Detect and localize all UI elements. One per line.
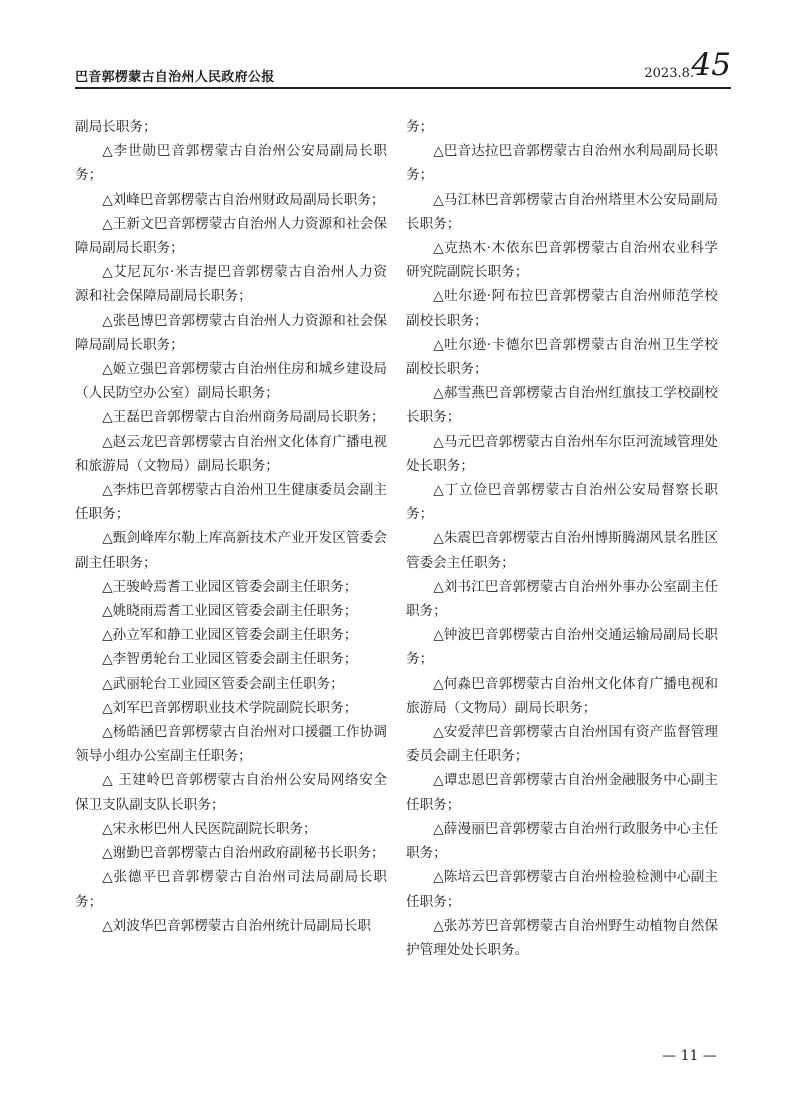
appointment-entry: △宋永彬巴州人民医院副院长职务； [102, 820, 317, 837]
appointment-entry: △丁立俭巴音郭楞蒙古自治州公安局督察长职务； [406, 482, 718, 523]
left-column [75, 115, 387, 938]
issue-date: 2023.8. [644, 66, 694, 81]
appointment-entry: △王新文巴音郭楞蒙古自治州人力资源和社会保障局副局长职务； [75, 215, 387, 257]
appointment-entry: △甄剑峰库尔勒上库高新技术产业开发区管委会副主任职务； [75, 530, 387, 571]
appointment-entry: △何淼巴音郭楞蒙古自治州文化体育广播电视和旅游局（文物局）副局长职务； [406, 675, 718, 716]
appointment-entry: △王磊巴音郭楞蒙古自治州商务局副局长职务； [102, 409, 385, 426]
appointment-entry: △马江林巴音郭楞蒙古自治州塔里木公安局副局长职务； [406, 191, 718, 232]
appointment-entry: △谭忠恩巴音郭楞蒙古自治州金融服务中心副主任职务； [406, 772, 718, 813]
appointment-entry: △姬立强巴音郭楞蒙古自治州住房和城乡建设局（人民防空办公室）副局长职务； [75, 361, 387, 402]
appointment-entry: △李炜巴音郭楞蒙古自治州卫生健康委员会副主任职务； [75, 482, 387, 523]
appointment-entry: △朱震巴音郭楞蒙古自治州博斯腾湖风景名胜区管委会主任职务； [406, 530, 718, 571]
appointment-entry: △张苏芳巴音郭楞蒙古自治州野生动植物自然保护管理处处长职务。 [406, 917, 718, 958]
appointment-entry: 务； [406, 119, 434, 135]
appointment-entry: △刘书江巴音郭楞蒙古自治州外事办公室副主任职务； [406, 578, 718, 620]
issue-number: 45 [691, 47, 731, 83]
appointment-entry: △杨皓涵巴音郭楞蒙古自治州对口援疆工作协调领导小组办公室副主任职务； [75, 724, 387, 765]
appointment-entry: △ 王建岭巴音郭楞蒙古自治州公安局网络安全保卫支队副支队长职务； [75, 772, 387, 813]
appointment-entry: △张邑博巴音郭楞蒙古自治州人力资源和社会保障局副局长职务； [75, 312, 387, 353]
appointment-entry: △刘军巴音郭楞职业技术学院副院长职务； [102, 699, 358, 716]
appointment-entry: △吐尔逊·阿布拉巴音郭楞蒙古自治州师范学校副校长职务； [406, 288, 718, 329]
appointment-entry: △王骏岭焉耆工业园区管委会副主任职务； [102, 578, 358, 595]
appointment-entry: △刘波华巴音郭楞蒙古自治州统计局副局长职 [102, 917, 371, 934]
header-divider [75, 87, 731, 89]
appointment-entry: △孙立军和静工业园区管委会副主任职务； [102, 627, 358, 644]
appointment-entry: △姚晓雨焉耆工业园区管委会副主任职务； [102, 603, 358, 620]
appointment-entry: △马元巴音郭楞蒙古自治州车尔臣河流域管理处处长职务； [406, 433, 718, 474]
appointment-entry: 副局长职务； [75, 119, 157, 135]
appointment-entry: △钟波巴音郭楞蒙古自治州交通运输局副局长职务； [406, 627, 718, 668]
appointment-entry: △谢勤巴音郭楞蒙古自治州政府副秘书长职务； [102, 845, 385, 862]
appointment-entry: △巴音达拉巴音郭楞蒙古自治州水利局副局长职务； [406, 143, 718, 184]
appointment-entry: △赵云龙巴音郭楞蒙古自治州文化体育广播电视和旅游局（文物局）副局长职务； [75, 433, 387, 474]
appointment-entry: △克热木·木依东巴音郭楞蒙古自治州农业科学研究院副院长职务； [406, 240, 718, 281]
appointment-entry: △刘峰巴音郭楞蒙古自治州财政局副局长职务； [102, 191, 385, 208]
appointment-entry: △郝雪燕巴音郭楞蒙古自治州红旗技工学校副校长职务； [406, 385, 718, 426]
appointment-entry: △艾尼瓦尔·米吉提巴音郭楞蒙古自治州人力资源和社会保障局副局长职务； [75, 264, 387, 305]
appointment-entry: △吐尔逊·卡德尔巴音郭楞蒙古自治州卫生学校副校长职务； [406, 336, 718, 378]
right-column [406, 115, 718, 962]
gazette-title: 巴音郭楞蒙古自治州人民政府公报 [75, 70, 275, 85]
appointment-entry: △李智勇轮台工业园区管委会副主任职务； [102, 651, 358, 668]
appointment-entry: △武丽轮台工业园区管委会副主任职务； [102, 675, 344, 692]
appointment-entry: △薛漫丽巴音郭楞蒙古自治州行政服务中心主任职务； [406, 820, 718, 862]
appointment-entry: △张德平巴音郭楞蒙古自治州司法局副局长职务； [75, 869, 387, 910]
appointment-entry: △李世勋巴音郭楞蒙古自治州公安局副局长职务； [75, 143, 387, 184]
appointment-entry: △陈培云巴音郭楞蒙古自治州检验检测中心副主任职务； [406, 869, 718, 910]
appointment-entry: △安爱萍巴音郭楞蒙古自治州国有资产监督管理委员会副主任职务； [406, 724, 718, 765]
page-number: — 11 — [662, 1048, 717, 1064]
